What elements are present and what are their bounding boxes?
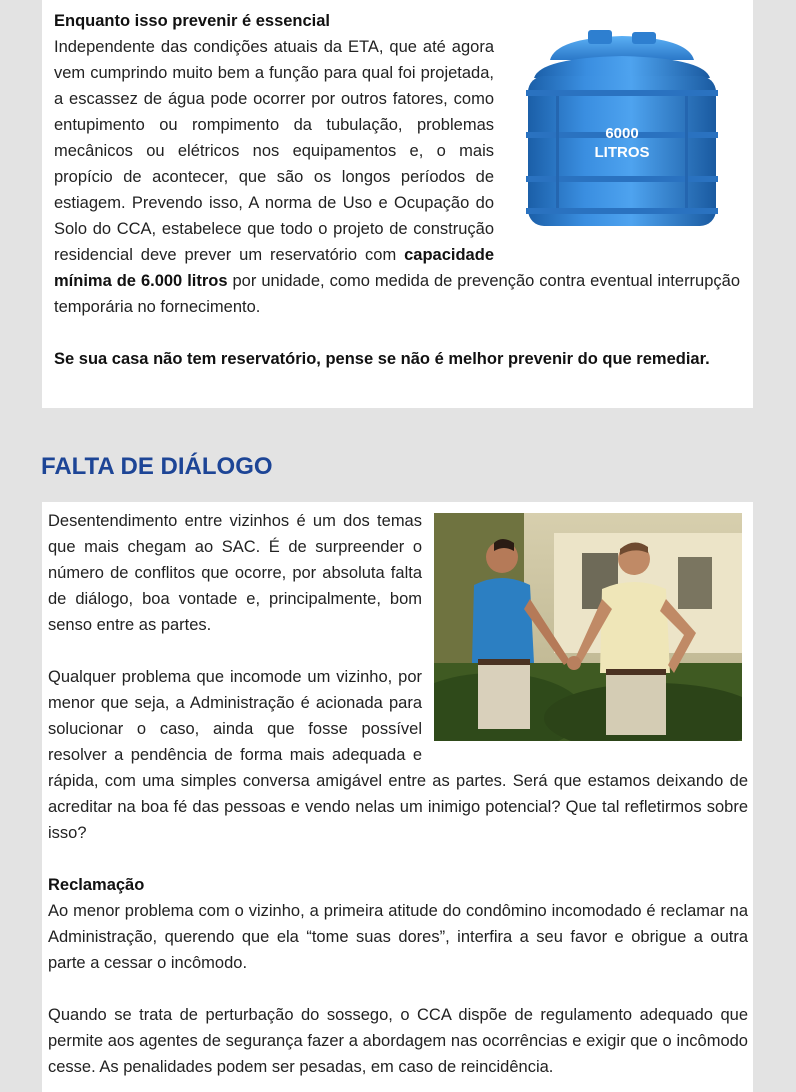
dialogue-article-card	[42, 502, 753, 1092]
section-title: FALTA DE DIÁLOGO	[41, 453, 273, 480]
tank-article-heading: Enquanto isso prevenir é essencial	[54, 12, 331, 30]
complaint-subheading: Reclamação	[48, 876, 145, 894]
tank-label-unit: LITROS	[594, 144, 650, 161]
tank-article-body	[54, 8, 740, 372]
dialogue-article-body	[48, 508, 748, 1080]
tank-article-closing: Se sua casa não tem reservatório, pense se não é melhor prevenir do que remediar.	[54, 350, 710, 368]
tank-paragraph-start: Independente das condições atuais da ETA, que até agora vem cumprindo muito bem a função para qual foi projetada, a escassez de água pode ocorrer por outros fatores, como entupimento ou rompimento da tubulação, problemas mecânicos ou elétricos nos equipamentos e, o mais propício de acontecer, que são os longos períodos de estiagem. Prevendo isso, A norma de Uso e Ocupação do Solo do CCA, estabelece que todo o projeto de construção residencial deve prever um reservatório com	[54, 38, 494, 264]
tank-label-number: 6000	[605, 125, 639, 142]
dialogue-paragraph-4: Quando se trata de perturbação do sossego, o CCA dispõe de regulamento adequado que permite aos agentes de segurança fazer a abordagem nas ocorrências e exigir que o incômodo cesse. As penalidades podem ser pesadas, em caso de reincidência.	[48, 1006, 748, 1076]
dialogue-paragraph-2: Qualquer problema que incomode um vizinho, por menor que seja, a Administração é acionada para solucionar o caso, ainda que fosse possível resolver a pendência de forma mais adequada e rápida, com uma simples conversa amigável entre as partes. Será que estamos deixando de acreditar na boa fé das pessoas e vendo nelas um inimigo potencial? Que tal refletirmos sobre isso?	[48, 668, 748, 842]
tank-paragraph-highlight: capacidade mínima de 6.000 litros	[54, 246, 494, 290]
tank-paragraph-end: por unidade, como medida de prevenção contra eventual interrupção temporária no fornecimento.	[54, 272, 741, 316]
water-tank-image	[504, 8, 740, 244]
dialogue-paragraph-3: Ao menor problema com o vizinho, a primeira atitude do condômino incomodado é reclamar na Administração, querendo que ela “tome suas dores”, interfira a seu favor e obrigue a outra parte a cessar o incômodo.	[48, 902, 748, 972]
dialogue-paragraph-1: Desentendimento entre vizinhos é um dos temas que mais chegam ao SAC. É de surpreender o número de conflitos que ocorre, por absoluta falta de diálogo, boa vontade e, principalmente, bom senso entre as partes.	[48, 512, 422, 634]
neighbors-handshake-photo	[434, 513, 742, 741]
tank-article-card	[42, 0, 753, 408]
